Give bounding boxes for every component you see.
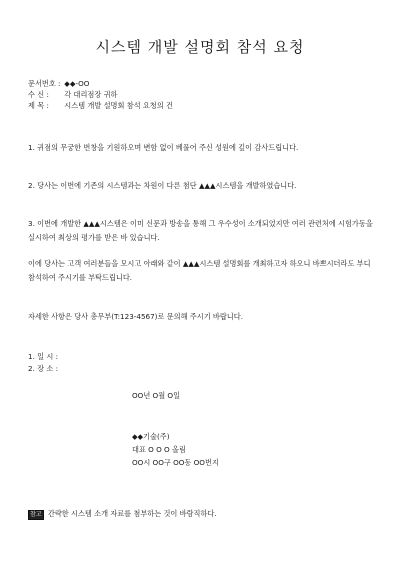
signature-address: OO시 OO구 OO동 OO번지 bbox=[132, 458, 219, 467]
paragraph-5: 자세한 사항은 당사 총무부(T:123-4567)로 문의해 주시기 바랍니다. bbox=[28, 312, 243, 321]
signature-ceo: 대표 O O O 올림 bbox=[132, 445, 186, 454]
issue-date: OO년 O월 O일 bbox=[132, 391, 181, 400]
paragraph-4: 이에 당사는 고객 여러분들을 모시고 아래와 같이 ▲▲▲시스템 설명회를 개최하고자 하오니 바쁘시더라도 부디 참석하여 주시기를 부탁드립니다. bbox=[28, 259, 371, 282]
recipient-value: 각 대리점장 귀하 bbox=[64, 90, 118, 99]
recipient-label: 수 신 : bbox=[28, 90, 49, 99]
document-title: 시스템 개발 설명회 참석 요청 bbox=[95, 38, 305, 56]
date-label: 1. 일 시 : bbox=[28, 352, 59, 361]
date-row bbox=[28, 351, 68, 364]
doc-number-label: 문서번호 : bbox=[28, 79, 61, 88]
paragraph-1: 1. 귀점의 무궁한 번창을 기원하오며 변함 없이 베풀어 주신 성원에 깊이 감사드립니다. bbox=[28, 143, 299, 152]
note-badge: 참고 bbox=[30, 511, 42, 518]
note-row bbox=[28, 509, 217, 520]
doc-number-row bbox=[28, 79, 89, 89]
subject-label: 제 목 : bbox=[28, 101, 49, 110]
recipient-row bbox=[28, 90, 117, 100]
place-label: 2. 장 소 : bbox=[28, 364, 59, 373]
doc-number-value: ◆◆-OO bbox=[64, 79, 90, 88]
subject-value: 시스템 개발 설명회 참석 요청의 건 bbox=[64, 101, 173, 110]
paragraph-2: 2. 당사는 이번에 기존의 시스템과는 차원이 다른 첨단 ▲▲▲시스템을 개발하였습니다. bbox=[28, 181, 297, 190]
note-text: 간략한 시스템 소개 자료를 첨부하는 것이 바람직하다. bbox=[47, 509, 217, 518]
place-row bbox=[28, 363, 68, 376]
subject-row bbox=[28, 101, 173, 111]
paragraph-3: 3. 이번에 개발한 ▲▲▲시스템은 이미 신문과 방송을 통해 그 우수성이 소개되었지만 여러 관련처에 시험가동을 실시하여 최상의 평가를 받은 바 있습니다. bbox=[28, 219, 373, 242]
signature-company: ◆◆기술(주) bbox=[132, 432, 170, 441]
